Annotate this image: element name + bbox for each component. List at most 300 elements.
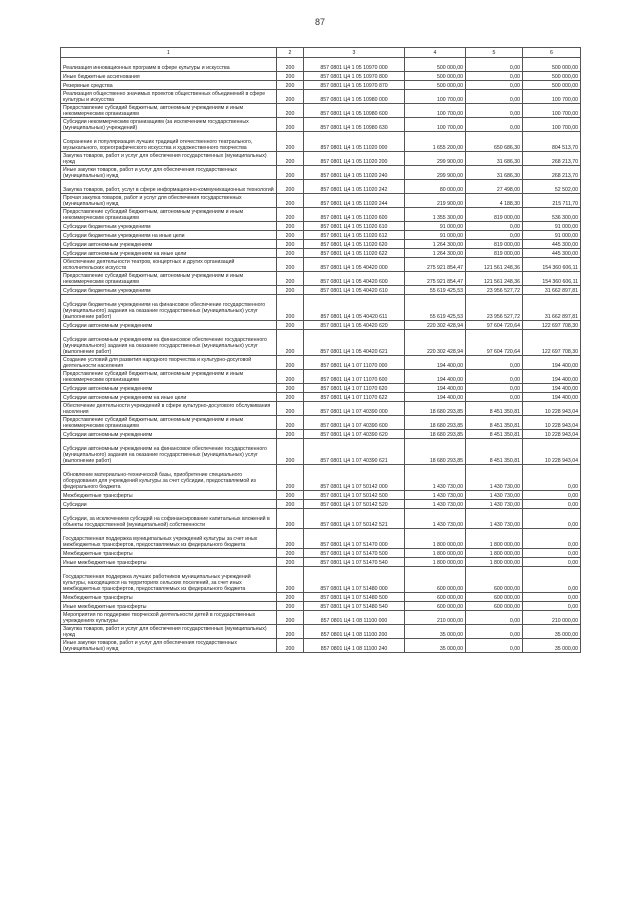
col2-cell: 200 [277, 321, 304, 330]
name-cell: Обеспечение деятельности учреждений в сфере культурно-досугового обслуживания населения [61, 402, 277, 416]
col2-cell: 200 [277, 465, 304, 491]
name-cell: Государственная поддержка лучших работников муниципальных учреждений культуры, находящихся на территориях сельских поселений, за счет иных межбюджетных трансфертов, предоставляемых из федерального бюджета [61, 567, 277, 593]
remaining-cell: 100 700,00 [523, 90, 581, 104]
code-cell: 857 0801 Ц4 1 05 40420 620 [304, 321, 405, 330]
executed-cell: 600 000,00 [466, 593, 523, 602]
remaining-cell: 804 513,70 [523, 132, 581, 152]
amount-cell: 55 619 425,53 [405, 295, 466, 321]
table-row [61, 509, 581, 529]
name-cell: Резервные средства [61, 81, 277, 90]
amount-cell: 1 800 000,00 [405, 549, 466, 558]
amount-cell: 1 430 730,00 [405, 500, 466, 509]
column-header-6: 6 [523, 48, 581, 58]
name-cell: Предоставление субсидий бюджетным, автономным учреждениям и иным некоммерческим организациям [61, 104, 277, 118]
code-cell: 857 0801 Ц4 1 08 11100 240 [304, 639, 405, 653]
code-cell: 857 0801 Ц4 1 07 40390 621 [304, 439, 405, 465]
executed-cell: 650 686,30 [466, 132, 523, 152]
header-row [61, 48, 581, 58]
code-cell: 857 0801 Ц4 1 05 11020 244 [304, 194, 405, 208]
name-cell: Субсидии бюджетным учреждениям [61, 222, 277, 231]
code-cell: 857 0801 Ц4 1 07 11070 620 [304, 384, 405, 393]
name-cell: Межбюджетные трансферты [61, 491, 277, 500]
table-row [61, 81, 581, 90]
executed-cell: 0,00 [466, 356, 523, 370]
name-cell: Субсидии автономным учреждениям на иные цели [61, 249, 277, 258]
code-cell: 857 0801 Ц4 1 07 51470 540 [304, 558, 405, 567]
col2-cell: 200 [277, 81, 304, 90]
name-cell: Межбюджетные трансферты [61, 549, 277, 558]
remaining-cell: 91 000,00 [523, 222, 581, 231]
col2-cell: 200 [277, 602, 304, 611]
name-cell: Закупка товаров, работ и услуг для обеспечения государственных (муниципальных) нужд [61, 625, 277, 639]
executed-cell: 97 604 720,64 [466, 321, 523, 330]
executed-cell: 27 498,00 [466, 180, 523, 194]
code-cell: 857 0801 Ц4 1 07 51480 540 [304, 602, 405, 611]
executed-cell: 97 604 720,64 [466, 330, 523, 356]
table-row [61, 286, 581, 295]
executed-cell: 819 000,00 [466, 208, 523, 222]
amount-cell: 1 430 730,00 [405, 465, 466, 491]
remaining-cell: 154 360 606,11 [523, 272, 581, 286]
name-cell: Создание условий для развития народного творчества и культурно-досуговой деятельности населения [61, 356, 277, 370]
amount-cell: 600 000,00 [405, 567, 466, 593]
column-header-3: 3 [304, 48, 405, 58]
executed-cell: 0,00 [466, 58, 523, 72]
remaining-cell: 100 700,00 [523, 118, 581, 132]
executed-cell: 0,00 [466, 104, 523, 118]
amount-cell: 1 800 000,00 [405, 529, 466, 549]
remaining-cell: 10 228 943,04 [523, 402, 581, 416]
executed-cell: 0,00 [466, 90, 523, 104]
executed-cell: 8 451 350,81 [466, 416, 523, 430]
col2-cell: 200 [277, 430, 304, 439]
col2-cell: 200 [277, 611, 304, 625]
code-cell: 857 0801 Ц4 1 05 40420 611 [304, 295, 405, 321]
table-row [61, 529, 581, 549]
remaining-cell: 0,00 [523, 549, 581, 558]
table-row [61, 321, 581, 330]
code-cell: 857 0801 Ц4 1 07 40390 620 [304, 430, 405, 439]
executed-cell: 819 000,00 [466, 240, 523, 249]
code-cell: 857 0801 Ц4 1 08 11100 000 [304, 611, 405, 625]
executed-cell: 8 451 350,81 [466, 439, 523, 465]
name-cell: Предоставление субсидий бюджетным, автономным учреждениям и иным некоммерческим организациям [61, 370, 277, 384]
amount-cell: 100 700,00 [405, 104, 466, 118]
remaining-cell: 500 000,00 [523, 58, 581, 72]
code-cell: 857 0801 Ц4 1 05 40420 610 [304, 286, 405, 295]
code-cell: 857 0801 Ц4 1 07 51480 500 [304, 593, 405, 602]
table-row [61, 258, 581, 272]
code-cell: 857 0801 Ц4 1 07 50142 000 [304, 465, 405, 491]
name-cell: Обеспечение деятельности театров, концертных и других организаций исполнительских искусств [61, 258, 277, 272]
code-cell: 857 0801 Ц4 1 07 11070 000 [304, 356, 405, 370]
table-row [61, 549, 581, 558]
table-row [61, 330, 581, 356]
name-cell: Субсидии бюджетным учреждениям на финансовое обеспечение государственного (муниципального) задания на оказание государственных (муниципальных) услуг (выполнение работ) [61, 295, 277, 321]
name-cell: Субсидии автономным учреждениям [61, 321, 277, 330]
name-cell: Субсидии автономным учреждениям на иные цели [61, 393, 277, 402]
name-cell: Субсидии автономным учреждениям на финансовое обеспечение государственного (муниципального) задания на оказание государственных (муниципальных) услуг (выполнение работ) [61, 330, 277, 356]
code-cell: 857 0801 Ц4 1 05 40420 600 [304, 272, 405, 286]
remaining-cell: 0,00 [523, 593, 581, 602]
amount-cell: 194 400,00 [405, 356, 466, 370]
budget-table [60, 47, 581, 653]
executed-cell: 1 430 730,00 [466, 500, 523, 509]
executed-cell: 600 000,00 [466, 602, 523, 611]
executed-cell: 1 430 730,00 [466, 491, 523, 500]
col2-cell: 200 [277, 356, 304, 370]
code-cell: 857 0801 Ц4 1 07 51480 000 [304, 567, 405, 593]
remaining-cell: 91 000,00 [523, 231, 581, 240]
col2-cell: 200 [277, 166, 304, 180]
col2-cell: 200 [277, 393, 304, 402]
executed-cell: 121 561 248,36 [466, 272, 523, 286]
table-row [61, 118, 581, 132]
col2-cell: 200 [277, 194, 304, 208]
remaining-cell: 268 213,70 [523, 166, 581, 180]
remaining-cell: 154 360 606,11 [523, 258, 581, 272]
col2-cell: 200 [277, 58, 304, 72]
name-cell: Реализация инновационных программ в сфере культуры и искусства [61, 58, 277, 72]
name-cell: Субсидии автономным учреждениям [61, 384, 277, 393]
executed-cell: 0,00 [466, 611, 523, 625]
code-cell: 857 0801 Ц4 1 05 11020 620 [304, 240, 405, 249]
table-body [61, 58, 581, 653]
amount-cell: 194 400,00 [405, 384, 466, 393]
col2-cell: 200 [277, 509, 304, 529]
code-cell: 857 0801 Ц4 1 07 11070 600 [304, 370, 405, 384]
name-cell: Предоставление субсидий бюджетным, автономным учреждениям и иным некоммерческим организациям [61, 272, 277, 286]
name-cell: Субсидии некоммерческим организациям (за исключением государственных (муниципальных) учреждений) [61, 118, 277, 132]
amount-cell: 500 000,00 [405, 72, 466, 81]
code-cell: 857 0801 Ц4 1 07 51470 000 [304, 529, 405, 549]
remaining-cell: 215 711,70 [523, 194, 581, 208]
name-cell: Субсидии автономным учреждениям [61, 240, 277, 249]
name-cell: Субсидии бюджетным учреждениям [61, 286, 277, 295]
table-row [61, 602, 581, 611]
code-cell: 857 0801 Ц4 1 05 10980 600 [304, 104, 405, 118]
table-row [61, 90, 581, 104]
amount-cell: 100 700,00 [405, 90, 466, 104]
name-cell: Субсидии, за исключением субсидий на софинансирование капитальных вложений в объекты государственной (муниципальной) собственности [61, 509, 277, 529]
remaining-cell: 0,00 [523, 465, 581, 491]
name-cell: Иные закупки товаров, работ и услуг для обеспечения государственных (муниципальных) нужд [61, 166, 277, 180]
amount-cell: 55 619 425,53 [405, 286, 466, 295]
code-cell: 857 0801 Ц4 1 05 11020 242 [304, 180, 405, 194]
remaining-cell: 52 502,00 [523, 180, 581, 194]
executed-cell: 23 956 527,72 [466, 295, 523, 321]
table-row [61, 465, 581, 491]
executed-cell: 0,00 [466, 625, 523, 639]
code-cell: 857 0801 Ц4 1 07 40390 000 [304, 402, 405, 416]
remaining-cell: 0,00 [523, 509, 581, 529]
remaining-cell: 445 300,00 [523, 249, 581, 258]
col2-cell: 200 [277, 258, 304, 272]
table-row [61, 194, 581, 208]
executed-cell: 0,00 [466, 81, 523, 90]
amount-cell: 1 800 000,00 [405, 558, 466, 567]
name-cell: Государственная поддержка муниципальных учреждений культуры за счет иных межбюджетных трансфертов, предоставляемых из федерального бюджета [61, 529, 277, 549]
col2-cell: 200 [277, 104, 304, 118]
table-row [61, 58, 581, 72]
remaining-cell: 194 400,00 [523, 356, 581, 370]
table-row [61, 222, 581, 231]
table-row [61, 625, 581, 639]
remaining-cell: 445 300,00 [523, 240, 581, 249]
executed-cell: 1 430 730,00 [466, 509, 523, 529]
amount-cell: 35 000,00 [405, 625, 466, 639]
amount-cell: 500 000,00 [405, 58, 466, 72]
amount-cell: 91 000,00 [405, 231, 466, 240]
name-cell: Сохранение и популяризация лучших традиций отечественного театрального, музыкального, хореографического искусства и художественного творчества [61, 132, 277, 152]
remaining-cell: 0,00 [523, 500, 581, 509]
executed-cell: 1 800 000,00 [466, 529, 523, 549]
executed-cell: 0,00 [466, 393, 523, 402]
executed-cell: 0,00 [466, 384, 523, 393]
col2-cell: 200 [277, 402, 304, 416]
remaining-cell: 268 213,70 [523, 152, 581, 166]
name-cell: Предоставление субсидий бюджетным, автономным учреждениям и иным некоммерческим организациям [61, 416, 277, 430]
column-header-4: 4 [405, 48, 466, 58]
remaining-cell: 10 228 943,04 [523, 430, 581, 439]
amount-cell: 220 302 428,94 [405, 330, 466, 356]
col2-cell: 200 [277, 208, 304, 222]
amount-cell: 500 000,00 [405, 81, 466, 90]
col2-cell: 200 [277, 625, 304, 639]
col2-cell: 200 [277, 240, 304, 249]
remaining-cell: 194 400,00 [523, 384, 581, 393]
remaining-cell: 210 000,00 [523, 611, 581, 625]
table-row [61, 567, 581, 593]
remaining-cell: 194 400,00 [523, 370, 581, 384]
remaining-cell: 100 700,00 [523, 104, 581, 118]
col2-cell: 200 [277, 132, 304, 152]
amount-cell: 275 921 854,47 [405, 258, 466, 272]
executed-cell: 1 430 730,00 [466, 465, 523, 491]
name-cell: Иные закупки товаров, работ и услуг для обеспечения государственных (муниципальных) нужд [61, 639, 277, 653]
executed-cell: 0,00 [466, 72, 523, 81]
col2-cell: 200 [277, 249, 304, 258]
col2-cell: 200 [277, 330, 304, 356]
amount-cell: 600 000,00 [405, 593, 466, 602]
remaining-cell: 10 228 943,04 [523, 439, 581, 465]
table-row [61, 208, 581, 222]
executed-cell: 0,00 [466, 222, 523, 231]
executed-cell: 0,00 [466, 370, 523, 384]
amount-cell: 1 264 300,00 [405, 249, 466, 258]
amount-cell: 1 655 200,00 [405, 132, 466, 152]
code-cell: 857 0801 Ц4 1 05 11020 200 [304, 152, 405, 166]
code-cell: 857 0801 Ц4 1 05 10980 000 [304, 90, 405, 104]
remaining-cell: 122 697 708,30 [523, 321, 581, 330]
col2-cell: 200 [277, 272, 304, 286]
remaining-cell: 35 000,00 [523, 639, 581, 653]
col2-cell: 200 [277, 529, 304, 549]
table-row [61, 249, 581, 258]
table-row [61, 500, 581, 509]
executed-cell: 23 956 527,72 [466, 286, 523, 295]
code-cell: 857 0801 Ц4 1 05 11020 610 [304, 222, 405, 231]
code-cell: 857 0801 Ц4 1 05 11020 622 [304, 249, 405, 258]
amount-cell: 18 680 293,85 [405, 439, 466, 465]
executed-cell: 1 800 000,00 [466, 558, 523, 567]
table-row [61, 611, 581, 625]
remaining-cell: 31 662 897,81 [523, 295, 581, 321]
remaining-cell: 0,00 [523, 602, 581, 611]
col2-cell: 200 [277, 90, 304, 104]
col2-cell: 200 [277, 72, 304, 81]
code-cell: 857 0801 Ц4 1 05 11020 600 [304, 208, 405, 222]
table-row [61, 439, 581, 465]
table-row [61, 295, 581, 321]
amount-cell: 299 900,00 [405, 166, 466, 180]
amount-cell: 600 000,00 [405, 602, 466, 611]
code-cell: 857 0801 Ц4 1 07 50142 500 [304, 491, 405, 500]
remaining-cell: 500 000,00 [523, 72, 581, 81]
col2-cell: 200 [277, 231, 304, 240]
code-cell: 857 0801 Ц4 1 05 11020 612 [304, 231, 405, 240]
name-cell: Субсидии [61, 500, 277, 509]
name-cell: Прочая закупка товаров, работ и услуг для обеспечения государственных (муниципальных) нужд [61, 194, 277, 208]
col2-cell: 200 [277, 500, 304, 509]
table-row [61, 132, 581, 152]
amount-cell: 219 900,00 [405, 194, 466, 208]
code-cell: 857 0801 Ц4 1 07 11070 622 [304, 393, 405, 402]
amount-cell: 100 700,00 [405, 118, 466, 132]
name-cell: Предоставление субсидий бюджетным, автономным учреждениям и иным некоммерческим организациям [61, 208, 277, 222]
col2-cell: 200 [277, 222, 304, 231]
col2-cell: 200 [277, 549, 304, 558]
col2-cell: 200 [277, 118, 304, 132]
col2-cell: 200 [277, 593, 304, 602]
executed-cell: 0,00 [466, 639, 523, 653]
amount-cell: 194 400,00 [405, 393, 466, 402]
remaining-cell: 122 697 708,30 [523, 330, 581, 356]
executed-cell: 0,00 [466, 231, 523, 240]
remaining-cell: 500 000,00 [523, 81, 581, 90]
col2-cell: 200 [277, 384, 304, 393]
table-row [61, 231, 581, 240]
remaining-cell: 0,00 [523, 491, 581, 500]
table-row [61, 639, 581, 653]
amount-cell: 210 000,00 [405, 611, 466, 625]
table-row [61, 491, 581, 500]
executed-cell: 0,00 [466, 118, 523, 132]
name-cell: Субсидии бюджетным учреждениям на иные цели [61, 231, 277, 240]
code-cell: 857 0801 Ц4 1 05 10980 630 [304, 118, 405, 132]
table-row [61, 558, 581, 567]
amount-cell: 18 680 293,85 [405, 402, 466, 416]
name-cell: Реализация общественно значимых проектов общественных объединений в сфере культуры и искусства [61, 90, 277, 104]
amount-cell: 35 000,00 [405, 639, 466, 653]
amount-cell: 18 680 293,85 [405, 416, 466, 430]
remaining-cell: 0,00 [523, 567, 581, 593]
amount-cell: 275 921 854,47 [405, 272, 466, 286]
amount-cell: 194 400,00 [405, 370, 466, 384]
executed-cell: 600 000,00 [466, 567, 523, 593]
amount-cell: 80 000,00 [405, 180, 466, 194]
executed-cell: 1 800 000,00 [466, 549, 523, 558]
col2-cell: 200 [277, 180, 304, 194]
column-header-5: 5 [466, 48, 523, 58]
table-row [61, 430, 581, 439]
col2-cell: 200 [277, 439, 304, 465]
code-cell: 857 0801 Ц4 1 05 10970 000 [304, 58, 405, 72]
code-cell: 857 0801 Ц4 1 07 40390 600 [304, 416, 405, 430]
remaining-cell: 536 300,00 [523, 208, 581, 222]
executed-cell: 819 000,00 [466, 249, 523, 258]
name-cell: Обновление материально-технической базы, приобретение специального оборудования для учреждений культуры за счет субсидии, предоставляемой из федерального бюджета [61, 465, 277, 491]
amount-cell: 220 302 428,94 [405, 321, 466, 330]
col2-cell: 200 [277, 567, 304, 593]
table-row [61, 402, 581, 416]
executed-cell: 31 686,30 [466, 152, 523, 166]
executed-cell: 31 686,30 [466, 166, 523, 180]
amount-cell: 91 000,00 [405, 222, 466, 231]
name-cell: Закупка товаров, работ, услуг в сфере информационно-коммуникационных технологий [61, 180, 277, 194]
code-cell: 857 0801 Ц4 1 05 10970 870 [304, 81, 405, 90]
code-cell: 857 0801 Ц4 1 05 11020 240 [304, 166, 405, 180]
table-row [61, 240, 581, 249]
amount-cell: 1 430 730,00 [405, 491, 466, 500]
page-number: 87 [314, 17, 325, 27]
amount-cell: 1 355 300,00 [405, 208, 466, 222]
name-cell: Субсидии автономным учреждениям [61, 430, 277, 439]
col2-cell: 200 [277, 491, 304, 500]
name-cell: Иные межбюджетные трансферты [61, 558, 277, 567]
column-header-1: 1 [61, 48, 277, 58]
col2-cell: 200 [277, 370, 304, 384]
table-row [61, 370, 581, 384]
column-header-2: 2 [277, 48, 304, 58]
amount-cell: 299 900,00 [405, 152, 466, 166]
table-row [61, 272, 581, 286]
table-row [61, 593, 581, 602]
table-row [61, 384, 581, 393]
name-cell: Мероприятия по поддержке творческой деятельности детей в государственных учреждениях культуры [61, 611, 277, 625]
remaining-cell: 0,00 [523, 529, 581, 549]
col2-cell: 200 [277, 639, 304, 653]
remaining-cell: 10 228 943,04 [523, 416, 581, 430]
col2-cell: 200 [277, 416, 304, 430]
code-cell: 857 0801 Ц4 1 08 11100 200 [304, 625, 405, 639]
table-row [61, 180, 581, 194]
col2-cell: 200 [277, 286, 304, 295]
remaining-cell: 0,00 [523, 558, 581, 567]
remaining-cell: 35 000,00 [523, 625, 581, 639]
table-row [61, 393, 581, 402]
col2-cell: 200 [277, 558, 304, 567]
col2-cell: 200 [277, 295, 304, 321]
code-cell: 857 0801 Ц4 1 07 50142 521 [304, 509, 405, 529]
name-cell: Иные бюджетные ассигнования [61, 72, 277, 81]
code-cell: 857 0801 Ц4 1 07 51470 500 [304, 549, 405, 558]
table-row [61, 166, 581, 180]
name-cell: Субсидии автономным учреждениям на финансовое обеспечение государственного (муниципального) задания на оказание государственных (муниципальных) услуг (выполнение работ) [61, 439, 277, 465]
code-cell: 857 0801 Ц4 1 05 11020 000 [304, 132, 405, 152]
table-row [61, 416, 581, 430]
amount-cell: 18 680 293,85 [405, 430, 466, 439]
table-row [61, 104, 581, 118]
executed-cell: 8 451 350,81 [466, 402, 523, 416]
executed-cell: 4 188,30 [466, 194, 523, 208]
table-row [61, 356, 581, 370]
code-cell: 857 0801 Ц4 1 05 40420 000 [304, 258, 405, 272]
name-cell: Межбюджетные трансферты [61, 593, 277, 602]
table-row [61, 72, 581, 81]
table-row [61, 152, 581, 166]
remaining-cell: 194 400,00 [523, 393, 581, 402]
